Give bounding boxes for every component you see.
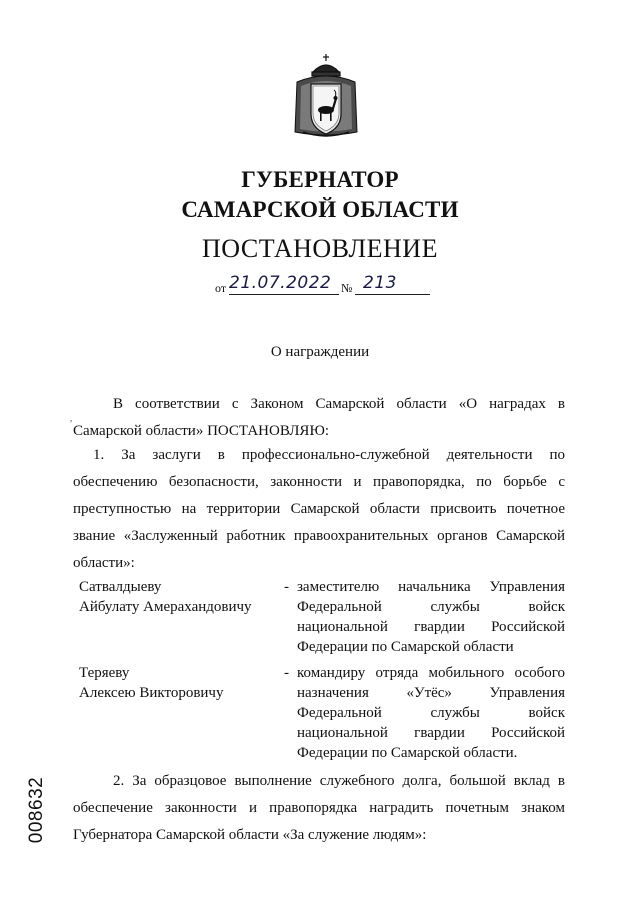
document-type: ПОСТАНОВЛЕНИЕ [202,234,438,263]
awardee-dash: - [284,665,289,681]
registration-number-text: 008632 [26,776,47,844]
awardee-name [79,663,279,703]
awardee-position: заместителю начальника Управления Федеральной службы войск национальной гвардии Российской Федерации по Самарской области [297,579,565,655]
heading-governor: ГУБЕРНАТОР [241,167,399,192]
document-subject: О награждении [270,344,370,360]
heading-region: САМАРСКОЙ ОБЛАСТИ [181,197,459,222]
awardee-surname: Теряеву [79,665,130,681]
awardee-surname: Сатвалдыеву [79,579,162,595]
paragraph-intro: В соответствии с Законом Самарской области «О наградах в Самарской области» ПОСТАНОВЛЯЮ: [73,396,565,439]
awardee-position: командиру отряда мобильного особого назначения «Утёс» Управления Федеральной службы войск национальной гвардии Российской Федерации по Самарской области. [297,665,565,761]
number-underline [355,294,430,295]
date-value: 21.07.2022 [229,273,332,293]
number-label: № [341,281,353,295]
crown-icon [312,54,340,76]
registration-number [28,770,46,850]
coat-of-arms-emblem [291,52,361,140]
awardee-name [79,577,279,617]
awardee-given-name: Алексею Викторовичу [79,685,224,701]
date-label: от [215,281,227,295]
date-number-line [215,275,430,297]
number-value: 213 [363,273,397,293]
date-underline [229,294,339,295]
paragraph-item-2: 2. За образцовое выполнение служебного долга, большой вклад в обеспечение законности и правопорядка наградить почетным знаком Губернатора Самарской области «За служение людям»: [73,773,565,843]
paragraph-item-1: 1. За заслуги в профессионально-служебной деятельности по обеспечению безопасности, законности и правопорядка, по борьбе с преступностью на территории Самарской области присвоить почетное звание «Заслуженный работник правоохранительных органов Самарской области»: [73,447,565,571]
awardee-given-name: Айбулату Амерахандовичу [79,599,252,615]
margin-mark: ′ [70,418,73,430]
awardee-dash: - [284,579,289,595]
